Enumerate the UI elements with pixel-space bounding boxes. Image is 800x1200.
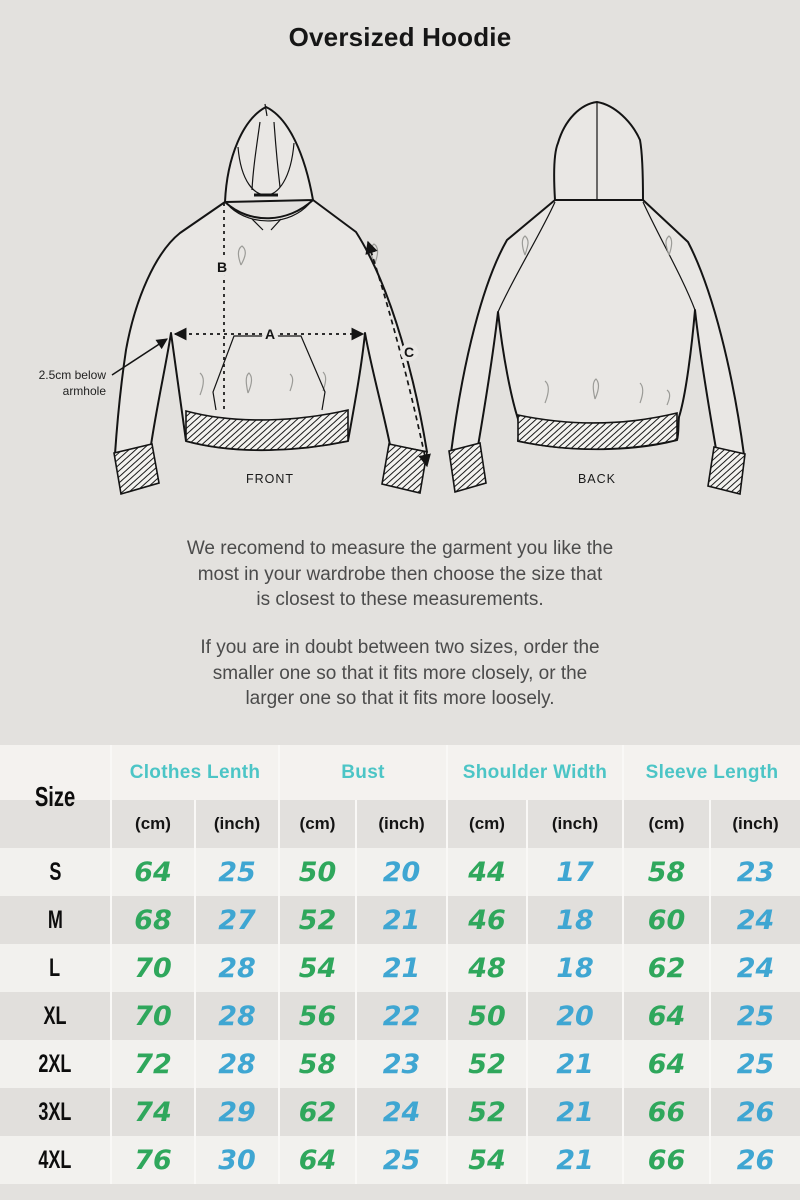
hoodie-front-diagram (38, 95, 458, 500)
unit-header-cm: (cm) (622, 800, 709, 848)
measurement-value: 50 (278, 848, 355, 896)
measurement-value: 68 (110, 896, 194, 944)
measurement-value: 70 (110, 944, 194, 992)
page-title: Oversized Hoodie (288, 22, 512, 52)
measurement-value: 52 (278, 896, 355, 944)
measurement-value: 25 (194, 848, 278, 896)
measurement-value: 21 (526, 1040, 622, 1088)
measurement-value: 58 (278, 1040, 355, 1088)
measurement-value: 23 (355, 1040, 446, 1088)
measure-c-label: C (404, 344, 415, 360)
measurement-value: 64 (110, 848, 194, 896)
measurement-value: 22 (355, 992, 446, 1040)
measurement-value: 62 (278, 1088, 355, 1136)
instructions-line: most in your wardrobe then choose the size that (197, 563, 603, 585)
measurement-value: 29 (194, 1088, 278, 1136)
measurement-value: 52 (446, 1040, 526, 1088)
unit-header-cm: (cm) (446, 800, 526, 848)
column-group-shoulder-width: Shoulder Width (446, 745, 622, 800)
measurement-value: 48 (446, 944, 526, 992)
unit-header-inch: (inch) (526, 800, 622, 848)
instructions-line: We recomend to measure the garment you like the (186, 538, 614, 559)
unit-header-inch: (inch) (709, 800, 800, 848)
measure-a-label: A (265, 326, 276, 342)
measurement-value: 66 (622, 1136, 709, 1184)
size-row-label: M (0, 896, 110, 944)
column-group-clothes-length: Clothes Lenth (110, 745, 278, 800)
measurement-value: 24 (709, 896, 800, 944)
measurement-value: 18 (526, 944, 622, 992)
unit-header-cm: (cm) (278, 800, 355, 848)
measurement-value: 50 (446, 992, 526, 1040)
measurement-value: 21 (355, 944, 446, 992)
measurement-value: 26 (709, 1088, 800, 1136)
measurement-value: 21 (355, 896, 446, 944)
measurement-value: 26 (709, 1136, 800, 1184)
size-row-label: 2XL (0, 1040, 110, 1088)
measurement-value: 28 (194, 1040, 278, 1088)
unit-header-cm: (cm) (110, 800, 194, 848)
measurement-value: 72 (110, 1040, 194, 1088)
size-table (0, 745, 800, 1184)
measurement-value: 58 (622, 848, 709, 896)
measurement-value: 24 (355, 1088, 446, 1136)
hoodie-back-diagram (445, 95, 780, 500)
doubt-instructions-paragraph (0, 635, 800, 712)
measurement-value: 46 (446, 896, 526, 944)
measurement-value: 25 (709, 1040, 800, 1088)
measurement-value: 28 (194, 992, 278, 1040)
measurement-value: 60 (622, 896, 709, 944)
measurement-value: 54 (278, 944, 355, 992)
instructions-line: If you are in doubt between two sizes, order the (200, 637, 600, 658)
measurement-value: 25 (355, 1136, 446, 1184)
measure-instructions-paragraph (0, 536, 800, 613)
size-row-label: L (0, 944, 110, 992)
measurement-value: 64 (622, 992, 709, 1040)
measurement-value: 44 (446, 848, 526, 896)
measurement-value: 54 (446, 1136, 526, 1184)
instructions-line: larger one so that it fits more loosely. (245, 688, 555, 709)
armhole-note-line1: 2.5cm below (38, 368, 106, 382)
measurement-value: 20 (355, 848, 446, 896)
armhole-note-line2: armhole (62, 384, 106, 398)
column-group-sleeve-length: Sleeve Length (622, 745, 800, 800)
size-row-label: 3XL (0, 1088, 110, 1136)
size-row-label: S (0, 848, 110, 896)
measurement-value: 23 (709, 848, 800, 896)
measurement-value: 74 (110, 1088, 194, 1136)
measurement-value: 64 (622, 1040, 709, 1088)
size-row-label: 4XL (0, 1136, 110, 1184)
back-view-label: BACK (577, 472, 617, 486)
measurement-value: 21 (526, 1136, 622, 1184)
measurement-value: 17 (526, 848, 622, 896)
front-view-label: FRONT (245, 472, 295, 486)
instructions-line: is closest to these measurements. (256, 589, 544, 610)
measurement-value: 56 (278, 992, 355, 1040)
unit-header-inch: (inch) (194, 800, 278, 848)
measurement-value: 64 (278, 1136, 355, 1184)
measurement-value: 25 (709, 992, 800, 1040)
size-column-header: Size (0, 745, 110, 848)
measurement-value: 24 (709, 944, 800, 992)
measurement-value: 62 (622, 944, 709, 992)
measurement-value: 28 (194, 944, 278, 992)
column-group-bust: Bust (278, 745, 446, 800)
unit-header-inch: (inch) (355, 800, 446, 848)
measurement-value: 76 (110, 1136, 194, 1184)
measurement-value: 21 (526, 1088, 622, 1136)
measurement-value: 18 (526, 896, 622, 944)
measurement-value: 27 (194, 896, 278, 944)
size-row-label: XL (0, 992, 110, 1040)
measurement-value: 66 (622, 1088, 709, 1136)
instructions-line: smaller one so that it fits more closely, or the (212, 662, 588, 684)
measure-b-label: B (217, 259, 228, 275)
measurement-value: 20 (526, 992, 622, 1040)
measurement-value: 52 (446, 1088, 526, 1136)
measurement-value: 30 (194, 1136, 278, 1184)
measurement-value: 70 (110, 992, 194, 1040)
